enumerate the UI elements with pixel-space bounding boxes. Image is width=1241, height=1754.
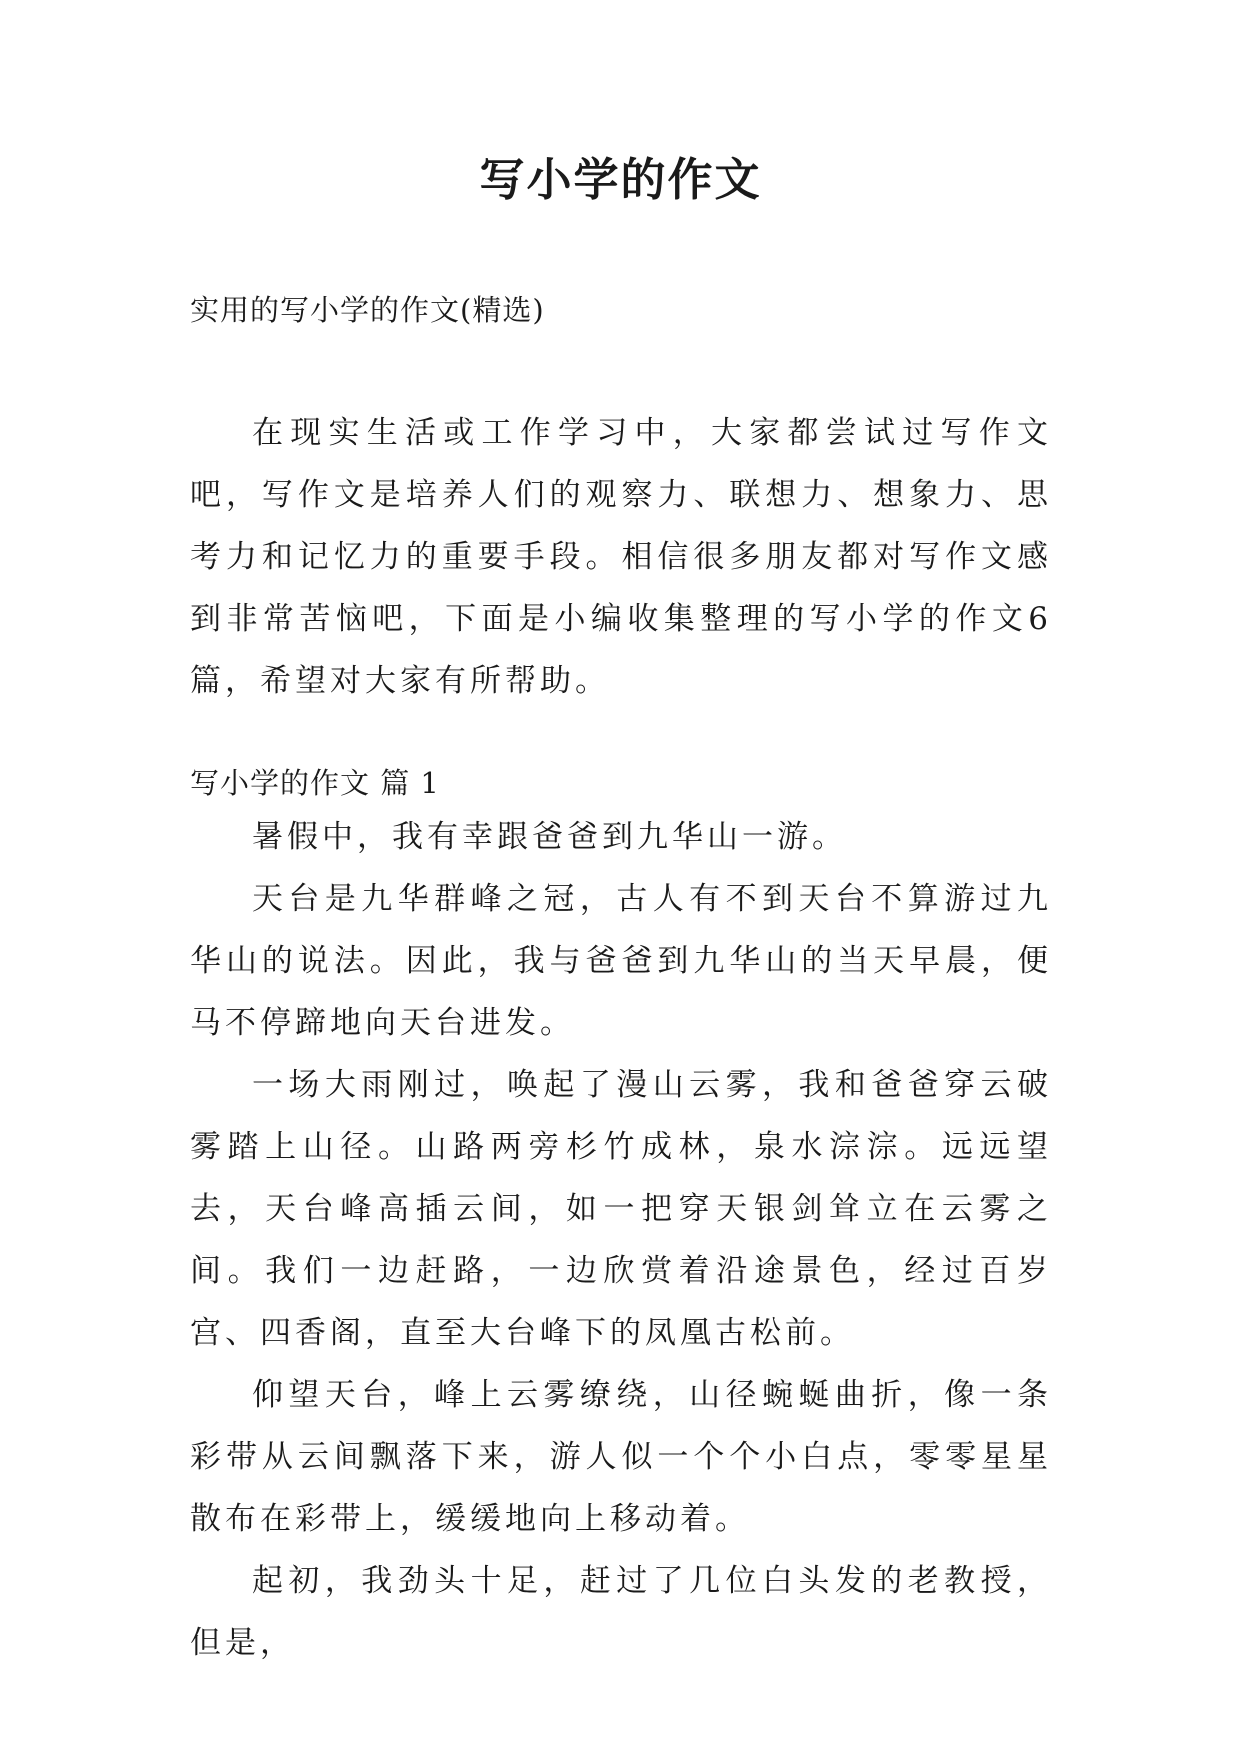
document-subtitle: 实用的写小学的作文(精选)	[190, 293, 545, 327]
body-paragraph-5: 起初，我劲头十足，赶过了几位白头发的老教授，但是，	[190, 1563, 1052, 1661]
intro-paragraph-block	[190, 402, 1052, 712]
intro-paragraph: 在现实生活或工作学习中，大家都尝试过写作文吧，写作文是培养人们的观察力、联想力、想象力、思考力和记忆力的重要手段。相信很多朋友都对写作文感到非常苦恼吧，下面是小编收集整理的写小学的作文6篇，希望对大家有所帮助。	[190, 415, 1052, 699]
body-paragraph-4: 仰望天台，峰上云雾缭绕，山径蜿蜒曲折，像一条彩带从云间飘落下来，游人似一个个小白点，零零星星散布在彩带上，缓缓地向上移动着。	[190, 1377, 1052, 1537]
body-paragraph-1: 暑假中，我有幸跟爸爸到九华山一游。	[252, 819, 847, 855]
body-paragraph-3: 一场大雨刚过，唤起了漫山云雾，我和爸爸穿云破雾踏上山径。山路两旁杉竹成林，泉水淙淙。远远望去，天台峰高插云间，如一把穿天银剑耸立在云雾之间。我们一边赶路，一边欣赏着沿途景色，经过百岁宫、四香阁，直至大台峰下的凤凰古松前。	[190, 1067, 1052, 1351]
document-title: 写小学的作文	[479, 153, 762, 206]
section-body	[190, 806, 1052, 1674]
body-paragraph-2: 天台是九华群峰之冠，古人有不到天台不算游过九华山的说法。因此，我与爸爸到九华山的当天早晨，便马不停蹄地向天台进发。	[190, 881, 1052, 1041]
section-heading: 写小学的作文 篇 1	[190, 766, 440, 800]
